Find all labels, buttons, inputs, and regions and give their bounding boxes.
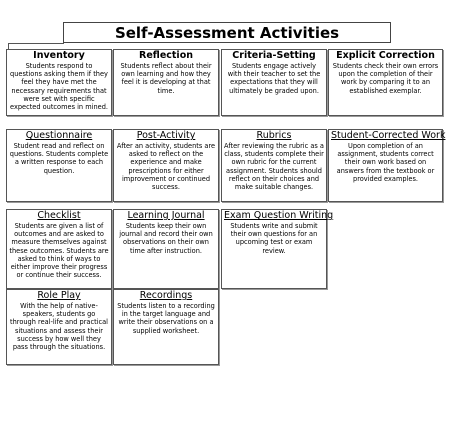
card-role-play bbox=[6, 289, 112, 365]
card-body: Students listen to a recording in the target language and write their observations on a supplied worksheet. bbox=[117, 302, 215, 335]
card-heading: Explicit Correction bbox=[336, 50, 435, 61]
card-criteria-setting bbox=[221, 49, 327, 116]
card-heading: Checklist bbox=[37, 210, 81, 221]
card-body: Upon completion of an assignment, students correct their own work based on answers from the textbook or provided examples. bbox=[336, 142, 435, 183]
card-body: Students respond to questions asking them if they feel they have met the necessary requirements that were set with specific expected outcomes in mined. bbox=[10, 62, 108, 112]
card-student-corrected-work bbox=[328, 129, 446, 202]
card-heading: Recordings bbox=[139, 290, 193, 301]
card-explicit-correction bbox=[328, 49, 443, 116]
card-body: Students write and submit their own questions for an upcoming test or exam review. bbox=[230, 222, 318, 255]
card-body: Students engage actively with their teacher to set the expectations that they will ultimately be graded upon. bbox=[227, 62, 321, 95]
card-heading: Exam Question Writing bbox=[224, 210, 334, 221]
card-body: Students keep their own journal and record their own observations on their own time after instruction. bbox=[119, 222, 213, 255]
card-heading: Reflection bbox=[139, 50, 193, 61]
card-learning-journal bbox=[113, 209, 219, 289]
connector-line bbox=[8, 43, 64, 44]
card-body: Students are given a list of outcomes and are asked to measure themselves against these outcomes. Students are asked to think of ways to either improve their progress or continue their success. bbox=[9, 222, 109, 280]
card-reflection bbox=[113, 49, 219, 116]
card-rubrics bbox=[221, 129, 327, 202]
card-inventory bbox=[6, 49, 112, 116]
card-heading: Role Play bbox=[37, 290, 81, 301]
card-heading: Inventory bbox=[33, 50, 85, 61]
page-title: Self-Assessment Activities bbox=[63, 22, 391, 43]
card-body: With the help of native-speakers, students go through real-life and practical situations and assess their success by how well they pass through the situations. bbox=[10, 302, 108, 352]
card-heading: Post-Activity bbox=[136, 130, 196, 141]
card-body: After an activity, students are asked to reflect on the experience and make prescriptions for either improvement or continued success. bbox=[116, 142, 216, 192]
card-body: Students reflect about their own learning and how they feel it is developing at that time. bbox=[120, 62, 212, 95]
card-heading: Rubrics bbox=[256, 130, 292, 141]
card-heading: Learning Journal bbox=[127, 210, 205, 221]
card-questionnaire bbox=[6, 129, 112, 202]
card-heading: Criteria-Setting bbox=[232, 50, 316, 61]
card-checklist bbox=[6, 209, 112, 289]
card-exam-question-writing bbox=[221, 209, 334, 289]
card-body: After reviewing the rubric as a class, students complete their own rubric for the current assignment. Students should reflect on their choices and make suitable changes. bbox=[224, 142, 324, 192]
card-heading: Questionnaire bbox=[25, 130, 93, 141]
card-body: Students check their own errors upon the completion of their work by comparing it to an established exemplar. bbox=[332, 62, 439, 95]
card-heading: Student-Corrected Work bbox=[331, 130, 446, 141]
card-post-activity bbox=[113, 129, 219, 202]
card-body: Student read and reflect on questions. Students complete a written response to each question. bbox=[9, 142, 109, 175]
card-recordings bbox=[113, 289, 219, 365]
